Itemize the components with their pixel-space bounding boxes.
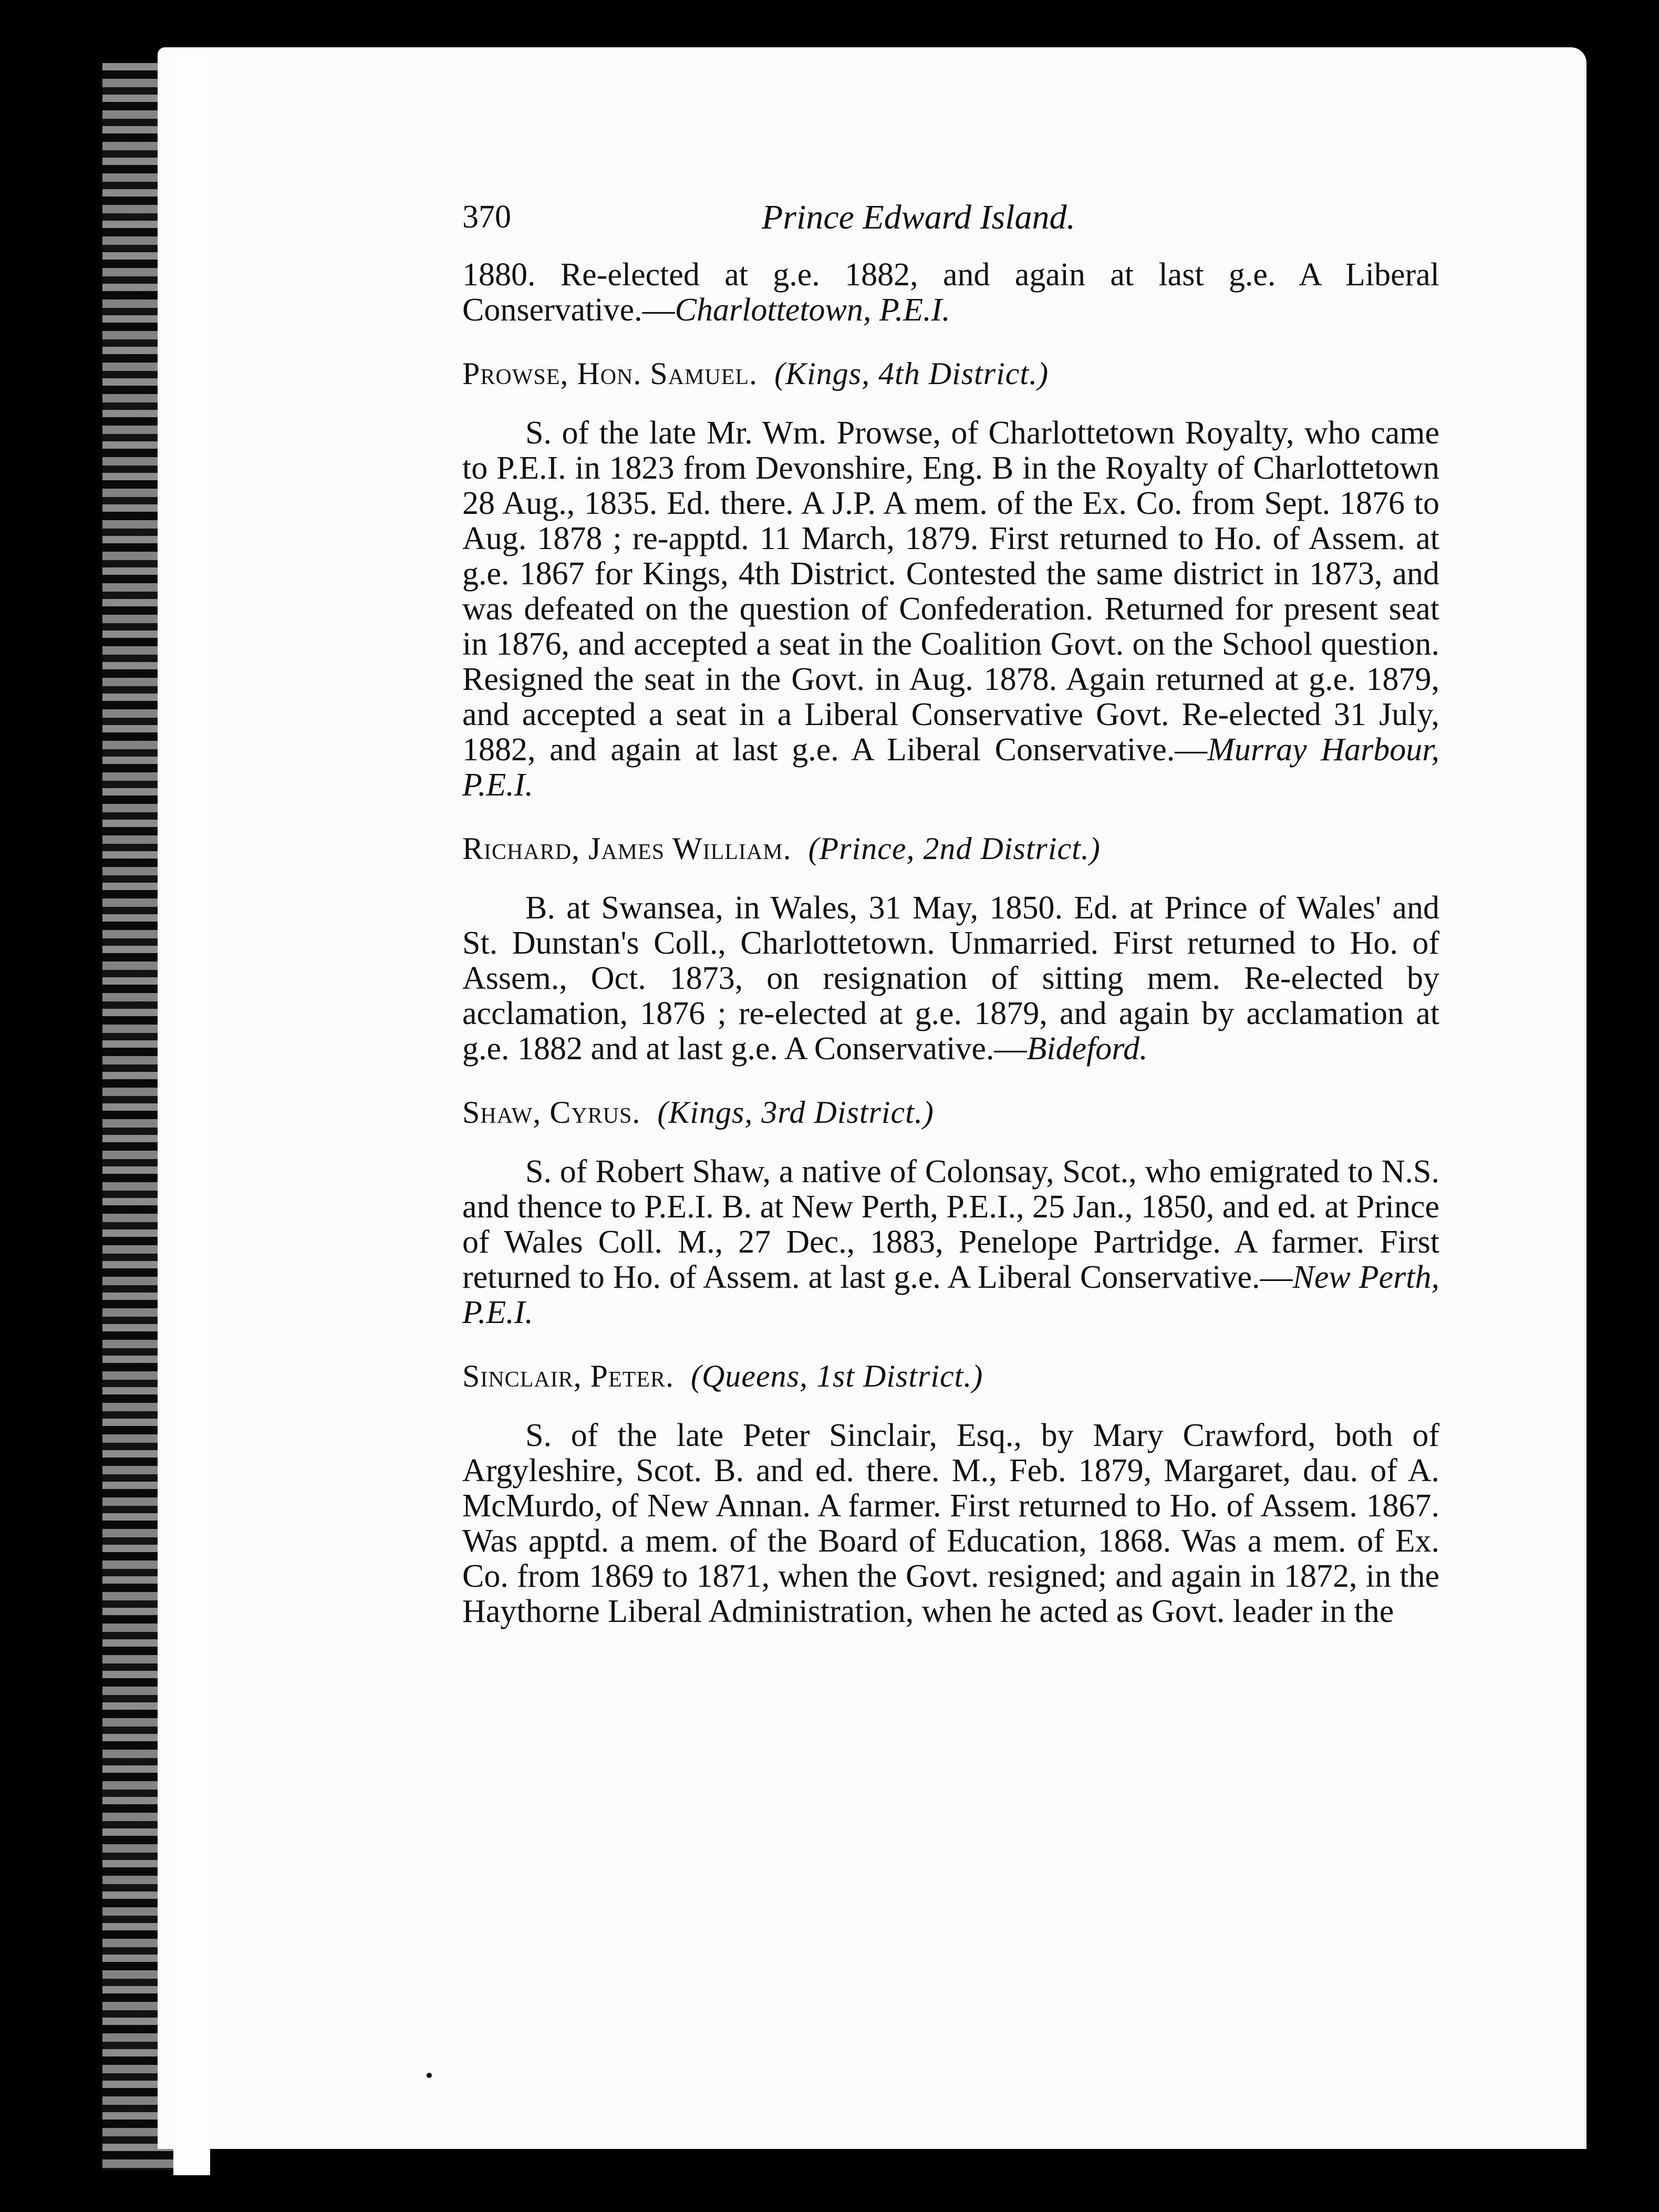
page-number: 370 [462, 199, 511, 235]
ink-speck [427, 2073, 432, 2078]
continuation-residence: Charlottetown, P.E.I. [675, 292, 950, 328]
entry-heading [462, 831, 1439, 866]
entry-residence: Bideford. [1026, 1031, 1148, 1067]
entry-text: S. of the late Peter Sinclair, Esq., by Mary Crawford, both of Argyleshire, Scot. B. and ed. there. M., Feb. 1879, Margaret, dau. of A. McMurdo, of New Annan. A farmer. First returned to Ho. of Assem. 1867. Was apptd. a mem. of the Board of Education, 1868. Was a mem. of Ex. Co. from 1869 to 1871, when the Govt. resigned; and again in 1872, in the Haythorne Liberal Administration, when he acted as Govt. leader in the [462, 1418, 1439, 1629]
entry-text: S. of Robert Shaw, a native of Colonsay, Scot., who emigrated to N.S. and thence to P.E.I. B. at New Perth, P.E.I., 25 Jan., 1850, and ed. at Prince of Wales Coll. M., 27 Dec., 1883, Penelope Partridge. A farmer. First returned to Ho. of Assem. at last g.e. A Liberal Conservative. [462, 1154, 1439, 1295]
entry-residence: Murray Harbour, P.E.I. [462, 732, 1439, 803]
entry-district: (Kings, 4th District.) [774, 356, 1049, 391]
entry-body: B. at Swansea, in Wales, 31 May, 1850. Ed. at Prince of Wales' and St. Dunstan's Coll., Charlottetown. Unmarried. First returned to Ho. of Assem., Oct. 1873, on resignation of sitting mem. Re-elected by acclamation, 1876 ; re-elected at g.e. 1879, and again by acclamation at g.e. 1882 and at last g.e. A Conservative.—Bideford. [462, 890, 1439, 1067]
entry-prowse [462, 356, 1439, 803]
entry-district: (Prince, 2nd District.) [808, 831, 1101, 866]
entry-shaw [462, 1095, 1439, 1330]
entry-name: Shaw, Cyrus. [462, 1095, 641, 1130]
entry-heading [462, 1359, 1439, 1394]
entry-text: B. at Swansea, in Wales, 31 May, 1850. Ed. at Prince of Wales' and St. Dunstan's Coll., Charlottetown. Unmarried. First returned to Ho. of Assem., Oct. 1873, on resignation of sitting mem. Re-elected by acclamation, 1876 ; re-elected at g.e. 1879, and again by acclamation at g.e. 1882 and at last g.e. A Conservative. [462, 890, 1439, 1067]
entry-body: S. of the late Mr. Wm. Prowse, of Charlottetown Royalty, who came to P.E.I. in 1823 from Devonshire, Eng. B in the Royalty of Charlottetown 28 Aug., 1835. Ed. there. A J.P. A mem. of the Ex. Co. from Sept. 1876 to Aug. 1878 ; re-apptd. 11 March, 1879. First returned to Ho. of Assem. at g.e. 1867 for Kings, 4th District. Contested the same district in 1873, and was defeated on the question of Confederation. Returned for present seat in 1876, and accepted a seat in the Coalition Govt. on the School question. Resigned the seat in the Govt. in Aug. 1878. Again returned at g.e. 1879, and accepted a seat in a Liberal Conservative Govt. Re-elected 31 July, 1882, and again at last g.e. A Liberal Conservative.—Murray Harbour, P.E.I. [462, 415, 1439, 803]
entry-heading [462, 356, 1439, 391]
entry-name: Prowse, Hon. Samuel. [462, 356, 758, 391]
entry-body [462, 1418, 1439, 1629]
page-edge [173, 53, 210, 2175]
page-content [462, 200, 1439, 1629]
entry-body: S. of Robert Shaw, a native of Colonsay, Scot., who emigrated to N.S. and thence to P.E.I. B. at New Perth, P.E.I., 25 Jan., 1850, and ed. at Prince of Wales Coll. M., 27 Dec., 1883, Penelope Partridge. A farmer. First returned to Ho. of Assem. at last g.e. A Liberal Conservative.—New Perth, P.E.I. [462, 1154, 1439, 1330]
entry-name: Sinclair, Peter. [462, 1359, 675, 1393]
entry-residence: New Perth, P.E.I. [462, 1259, 1439, 1330]
entry-text: S. of the late Mr. Wm. Prowse, of Charlottetown Royalty, who came to P.E.I. in 1823 from Devonshire, Eng. B in the Royalty of Charlottetown 28 Aug., 1835. Ed. there. A J.P. A mem. of the Ex. Co. from Sept. 1876 to Aug. 1878 ; re-apptd. 11 March, 1879. First returned to Ho. of Assem. at g.e. 1867 for Kings, 4th District. Contested the same district in 1873, and was defeated on the question of Confederation. Returned for present seat in 1876, and accepted a seat in the Coalition Govt. on the School question. Resigned the seat in the Govt. in Aug. 1878. Again returned at g.e. 1879, and accepted a seat in a Liberal Conservative Govt. Re-elected 31 July, 1882, and again at last g.e. A Liberal Conservative. [462, 415, 1439, 768]
continuation-text: 1880. Re-elected at g.e. 1882, and again at last g.e. A Liberal Conservative. [462, 257, 1439, 328]
running-title: Prince Edward Island. [762, 198, 1075, 236]
entry-richard [462, 831, 1439, 1067]
entry-name: Richard, James William. [462, 831, 792, 866]
entry-district: (Kings, 3rd District.) [657, 1095, 934, 1130]
entry-heading [462, 1095, 1439, 1130]
entry-sinclair [462, 1359, 1439, 1629]
entry-district: (Queens, 1st District.) [691, 1359, 983, 1393]
running-head [462, 200, 1439, 257]
continuation-paragraph: 1880. Re-elected at g.e. 1882, and again at last g.e. A Liberal Conservative.—Charlottetown, P.E.I. [462, 257, 1439, 328]
